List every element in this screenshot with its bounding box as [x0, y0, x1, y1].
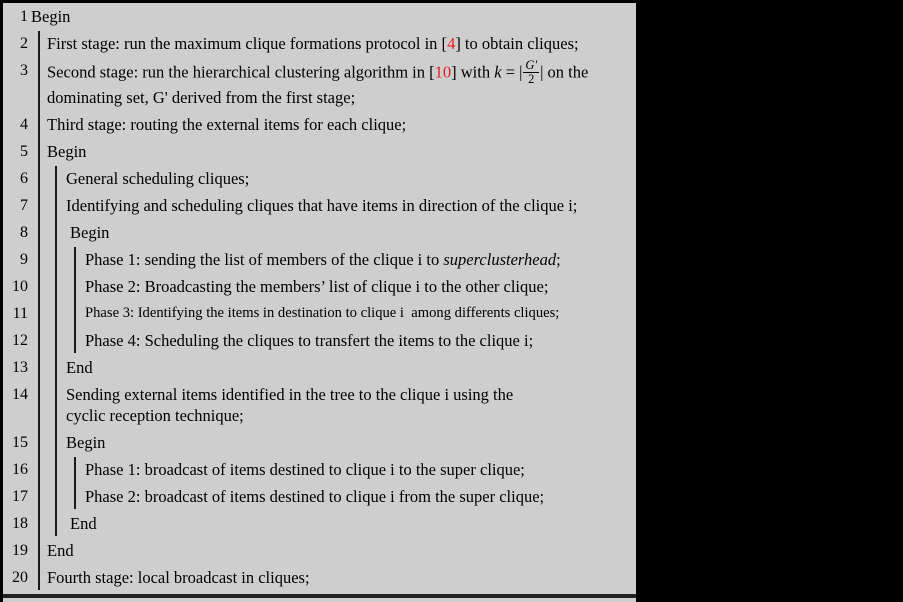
- fraction-numerator: G': [525, 58, 538, 72]
- text-segment: Phase 2: broadcast of items destined to clique i from the super clique;: [85, 487, 545, 506]
- text-segment: Third stage: routing the external items for each clique;: [47, 115, 407, 134]
- indent-guide: [74, 457, 76, 509]
- line-number: 19: [12, 542, 28, 559]
- algo-line-text: [85, 303, 636, 324]
- line-number: 5: [20, 143, 28, 160]
- text-line: [66, 405, 636, 426]
- text-segment: dominating set, G' derived from the first stage;: [47, 88, 356, 107]
- algo-line-text: [70, 513, 636, 534]
- text-segment: Phase 3: Identifying the items in destination to clique i among differents cliques;: [85, 305, 560, 321]
- algo-line-text: [85, 249, 636, 270]
- algorithm-listing: [3, 3, 636, 591]
- text-segment: cyclic reception technique;: [66, 406, 244, 425]
- text-segment: ;: [556, 250, 561, 269]
- text-line: [66, 168, 636, 189]
- line-number: 15: [12, 434, 28, 451]
- algo-row-19: [3, 537, 636, 564]
- algo-line-text: [66, 384, 636, 426]
- text-segment: End: [66, 358, 93, 377]
- text-segment: Begin: [31, 7, 71, 26]
- line-number: 10: [12, 278, 28, 295]
- text-segment: Second stage: run the hierarchical clustering algorithm in [: [47, 62, 435, 82]
- algo-line-text: [85, 330, 636, 351]
- text-line: [47, 540, 636, 561]
- text-segment: | on the: [540, 62, 589, 82]
- algo-row-3: [3, 57, 636, 111]
- algo-row-13: [3, 354, 636, 381]
- indent-guide: [74, 247, 76, 353]
- algo-row-10: [3, 273, 636, 300]
- text-line: [31, 6, 636, 27]
- text-segment: Phase 2: Broadcasting the members’ list of clique i to the other clique;: [85, 277, 549, 296]
- text-line: [47, 141, 636, 162]
- algo-line-text: [31, 6, 636, 27]
- algo-row-6: [3, 165, 636, 192]
- algo-line-text: [66, 195, 636, 216]
- text-segment: Phase 4: Scheduling the cliques to transfert the items to the clique i;: [85, 331, 534, 350]
- algo-line-text: [47, 60, 636, 108]
- text-line: [66, 195, 636, 216]
- line-number: 3: [20, 62, 28, 79]
- figure-bottom-border: [3, 594, 636, 598]
- algo-line-text: [66, 168, 636, 189]
- algo-line-text: [47, 114, 636, 135]
- line-number: 16: [12, 461, 28, 478]
- line-number: 18: [12, 515, 28, 532]
- text-line: [47, 33, 636, 54]
- algo-row-2: [3, 30, 636, 57]
- algo-line-text: [70, 222, 636, 243]
- algo-row-20: [3, 564, 636, 591]
- indent-guide: [55, 166, 57, 536]
- algo-row-11: [3, 300, 636, 327]
- algo-row-9: [3, 246, 636, 273]
- text-segment: ] with: [451, 62, 495, 82]
- algo-row-12: [3, 327, 636, 354]
- text-segment: Begin: [47, 142, 87, 161]
- line-number: 1: [20, 8, 28, 25]
- text-line: [47, 60, 636, 87]
- line-number: 9: [20, 251, 28, 268]
- algo-row-1: [3, 3, 636, 30]
- line-number: 17: [12, 488, 28, 505]
- text-line: [85, 330, 636, 351]
- line-number: 20: [12, 569, 28, 586]
- italic-term: superclusterhead: [443, 250, 557, 269]
- algo-line-text: [47, 540, 636, 561]
- text-line: [66, 357, 636, 378]
- text-line: [85, 303, 636, 324]
- algo-row-18: [3, 510, 636, 537]
- algo-row-5: [3, 138, 636, 165]
- text-line: [66, 432, 636, 453]
- text-segment: Begin: [70, 223, 110, 242]
- line-number: 12: [12, 332, 28, 349]
- algo-row-16: [3, 456, 636, 483]
- citation-ref: 10: [434, 62, 452, 82]
- line-number: 6: [20, 170, 28, 187]
- text-segment: Sending external items identified in the tree to the clique i using the: [66, 385, 514, 404]
- text-line: [47, 567, 636, 588]
- algo-line-text: [66, 432, 636, 453]
- text-segment: Begin: [66, 433, 106, 452]
- text-line: [85, 276, 636, 297]
- algo-line-text: [47, 567, 636, 588]
- text-segment: ] to obtain cliques;: [455, 34, 579, 53]
- fraction: [523, 59, 539, 86]
- algo-line-text: [85, 276, 636, 297]
- algo-line-text: [47, 33, 636, 54]
- line-number: 4: [20, 116, 28, 133]
- line-number: 8: [20, 224, 28, 241]
- algo-row-17: [3, 483, 636, 510]
- algo-line-text: [47, 141, 636, 162]
- text-segment: General scheduling cliques;: [66, 169, 250, 188]
- citation-ref: 4: [447, 34, 456, 53]
- algo-line-text: [85, 486, 636, 507]
- algo-row-7: [3, 192, 636, 219]
- indent-guide: [38, 31, 40, 590]
- algo-row-4: [3, 111, 636, 138]
- text-segment: End: [70, 514, 97, 533]
- text-line: [85, 459, 636, 480]
- italic-term: k: [494, 62, 502, 82]
- algo-row-15: [3, 429, 636, 456]
- text-segment: = |: [501, 62, 523, 82]
- text-line: [47, 87, 636, 108]
- fraction-denominator: 2: [528, 72, 535, 86]
- line-number: 14: [12, 386, 28, 403]
- line-number: 2: [20, 35, 28, 52]
- text-segment: End: [47, 541, 74, 560]
- text-segment: First stage: run the maximum clique formations protocol in [: [47, 34, 448, 53]
- text-segment: Identifying and scheduling cliques that have items in direction of the clique i;: [66, 196, 578, 215]
- algo-row-8: [3, 219, 636, 246]
- text-line: [47, 114, 636, 135]
- text-line: [85, 486, 636, 507]
- algo-line-text: [66, 357, 636, 378]
- line-number: 7: [20, 197, 28, 214]
- text-line: [66, 384, 636, 405]
- text-line: [85, 249, 636, 270]
- text-line: [70, 222, 636, 243]
- text-segment: Phase 1: broadcast of items destined to clique i to the super clique;: [85, 460, 525, 479]
- text-line: [70, 513, 636, 534]
- text-segment: Fourth stage: local broadcast in cliques;: [47, 568, 310, 587]
- algo-line-text: [85, 459, 636, 480]
- line-number: 13: [12, 359, 28, 376]
- text-segment: Phase 1: sending the list of members of the clique i to: [85, 250, 444, 269]
- algo-row-14: [3, 381, 636, 429]
- line-number: 11: [12, 305, 28, 322]
